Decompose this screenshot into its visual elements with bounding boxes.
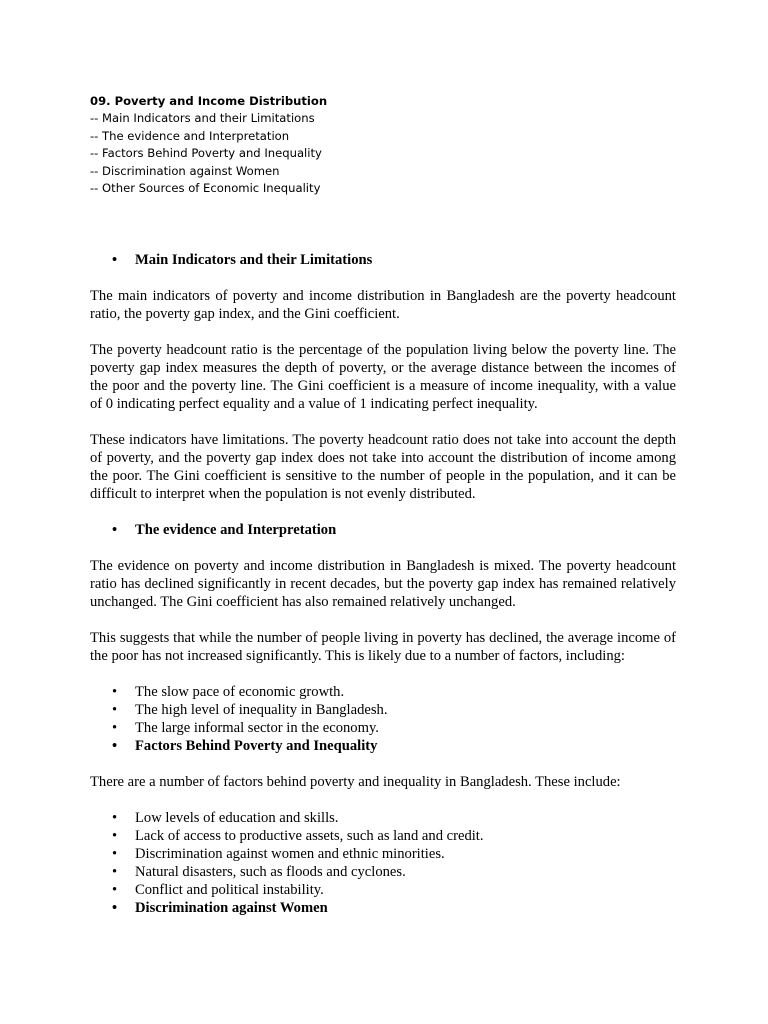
bullet-icon: • — [112, 846, 118, 862]
list-item-text: Natural disasters, such as floods and cyclones. — [135, 864, 406, 880]
section-heading-text: Discrimination against Women — [135, 900, 328, 916]
bullet-icon: • — [112, 810, 118, 826]
bullet-icon: • — [112, 900, 118, 916]
list-item — [90, 863, 676, 881]
bullet-icon: • — [112, 702, 118, 718]
list-item — [90, 845, 676, 863]
list-item-text: The slow pace of economic growth. — [135, 684, 345, 700]
section-heading-evidence — [90, 521, 676, 539]
toc-item: -- The evidence and Interpretation — [90, 128, 290, 143]
bullet-icon: • — [112, 522, 118, 538]
paragraph: These indicators have limitations. The poverty headcount ratio does not take into account the depth of poverty, and the poverty gap index does not take into account the distribution of income among the poor. The Gini coefficient is sensitive to the number of people in the population, and it can be difficult to interpret when the population is not evenly distributed. — [90, 432, 676, 502]
section-heading-text: The evidence and Interpretation — [135, 522, 337, 538]
bullet-icon: • — [112, 882, 118, 898]
toc-item: -- Other Sources of Economic Inequality — [90, 181, 321, 196]
list-item-text: Lack of access to productive assets, such as land and credit. — [135, 828, 484, 844]
paragraph: There are a number of factors behind poverty and inequality in Bangladesh. These include: — [90, 774, 621, 790]
bullet-icon: • — [112, 828, 118, 844]
toc-title: 09. Poverty and Income Distribution — [90, 94, 328, 108]
bullet-icon: • — [112, 252, 118, 268]
toc-item: -- Main Indicators and their Limitations — [90, 111, 315, 126]
bullet-icon: • — [112, 720, 118, 736]
section-heading-list — [90, 521, 676, 539]
bullet-list — [90, 683, 676, 755]
table-of-contents — [90, 93, 327, 197]
bullet-icon: • — [112, 864, 118, 880]
bullet-icon: • — [112, 684, 118, 700]
toc-item: -- Discrimination against Women — [90, 163, 280, 178]
section-heading-discrimination — [90, 899, 676, 917]
list-item — [90, 809, 676, 827]
paragraph: The poverty headcount ratio is the percentage of the population living below the poverty line. The poverty gap index measures the depth of poverty, or the average distance between the incomes of the poor and the poverty line. The Gini coefficient is a measure of income inequality, with a value of 0 indicating perfect equality and a value of 1 indicating perfect inequality. — [90, 342, 676, 412]
list-item-text: Discrimination against women and ethnic minorities. — [135, 846, 445, 862]
list-item — [90, 827, 676, 845]
section-heading-text: Factors Behind Poverty and Inequality — [135, 738, 378, 754]
paragraph: This suggests that while the number of people living in poverty has declined, the average income of the poor has not increased significantly. This is likely due to a number of factors, including: — [90, 630, 676, 664]
list-item-text: The large informal sector in the economy. — [135, 720, 379, 736]
section-heading-factors — [90, 737, 676, 755]
list-item-text: Conflict and political instability. — [135, 882, 324, 898]
section-heading-text: Main Indicators and their Limitations — [135, 252, 373, 268]
list-item-text: Low levels of education and skills. — [135, 810, 339, 826]
section-heading-main-indicators — [90, 251, 676, 269]
paragraph: The main indicators of poverty and income distribution in Bangladesh are the poverty headcount ratio, the poverty gap index, and the Gini coefficient. — [90, 288, 676, 322]
section-heading-list — [90, 251, 676, 269]
list-item — [90, 701, 676, 719]
paragraph: The evidence on poverty and income distribution in Bangladesh is mixed. The poverty headcount ratio has declined significantly in recent decades, but the poverty gap index has remained relatively unchanged. The Gini coefficient has also remained relatively unchanged. — [90, 558, 676, 610]
bullet-icon: • — [112, 738, 118, 754]
bullet-list — [90, 809, 676, 917]
list-item — [90, 719, 676, 737]
list-item — [90, 683, 676, 701]
toc-item: -- Factors Behind Poverty and Inequality — [90, 146, 322, 161]
list-item-text: The high level of inequality in Bangladesh. — [135, 702, 388, 718]
document-body — [90, 251, 676, 935]
list-item — [90, 881, 676, 899]
